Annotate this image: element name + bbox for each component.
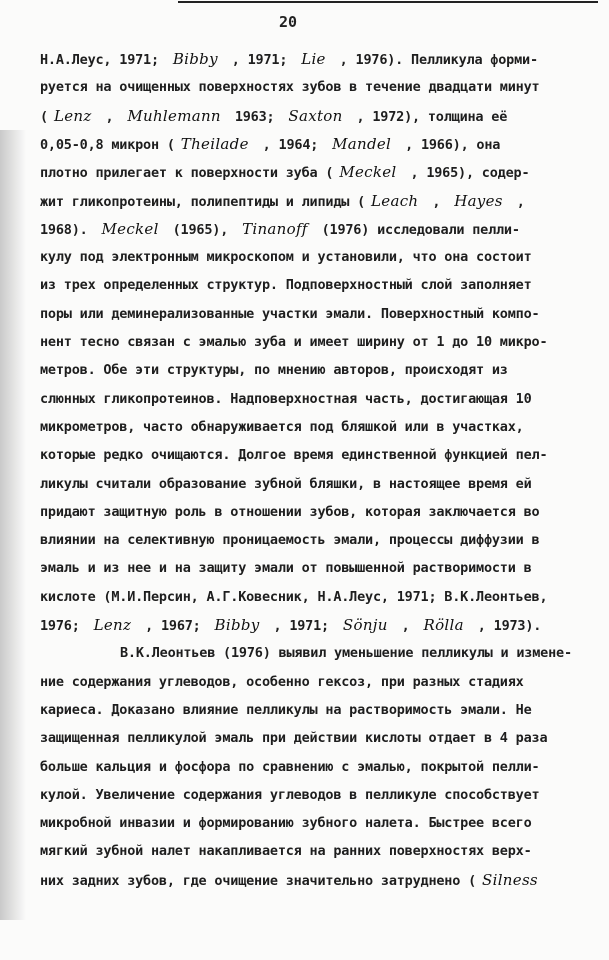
text-line: [40, 809, 596, 837]
text-line: [40, 102, 596, 130]
typed-text: микробной инвазии и формированию зубного налета. Быстрее всего: [40, 815, 532, 832]
text-line: [40, 526, 596, 554]
handwritten-author-name: Bibby: [172, 50, 218, 68]
text-line: [40, 243, 596, 271]
scan-edge-shadow: [0, 130, 26, 920]
text-line: [40, 271, 596, 299]
handwritten-author-name: Tinanoff: [242, 219, 308, 238]
typed-text: плотно прилегает к поверхности зуба (: [40, 165, 334, 182]
text-line: [40, 611, 596, 639]
text-line: [40, 73, 596, 101]
text-line: [40, 45, 596, 73]
typed-text: , 1966), она: [397, 136, 501, 153]
typed-text: жит гликопротеины, полипептиды и липиды (: [40, 193, 366, 210]
text-line: [40, 781, 596, 809]
typed-text: защищенная пелликулой эмаль при действии кислоты отдает в 4 раза: [40, 730, 548, 747]
typed-text: которые редко очищаются. Долгое время единственной функцией пел-: [40, 447, 548, 464]
text-line: [40, 187, 596, 215]
typed-text: метров. Обе эти структуры, по мнению авторов, происходят из: [40, 362, 508, 379]
typed-text: В.К.Леонтьев (1976) выявил уменьшение пелликулы и измене-: [120, 645, 572, 662]
typed-text: (1965),: [164, 221, 237, 238]
handwritten-author-name: Lenz: [53, 106, 92, 125]
typed-text: нент тесно связан с эмалью зуба и имеет ширину от 1 до 10 микро-: [40, 334, 548, 350]
text-line: [40, 385, 596, 413]
typed-text: 0,05-0,8 микрон (: [40, 136, 175, 153]
typed-text: , 1972), толщина её: [348, 108, 508, 125]
typed-text: влиянии на селективную проницаемость эмали, процессы диффузии в: [40, 532, 540, 549]
text-line: [40, 696, 596, 724]
typed-text: , 1965), содер-: [402, 165, 530, 182]
text-line: [40, 158, 596, 186]
typed-text: микрометров, часто обнаруживается под бляшкой или в участках,: [40, 418, 524, 435]
typed-text: руется на очищенных поверхностях зубов в течение двадцати минут: [40, 79, 540, 96]
handwritten-author-name: Mandel: [332, 134, 392, 153]
text-line: [40, 300, 596, 328]
handwritten-author-name: Rölla: [423, 616, 464, 634]
typed-text: , 1964;: [254, 136, 327, 153]
text-line: [40, 583, 596, 611]
typed-text: ние содержания углеводов, особенно гексоз, при разных стадиях: [40, 673, 524, 690]
typed-text: из трех определенных структур. Подповерхностный слой заполняет: [40, 277, 532, 294]
handwritten-author-name: Hayes: [454, 191, 503, 210]
handwritten-author-name: Sönju: [342, 616, 388, 634]
typed-text: кариеса. Доказано влияние пелликулы на растворимость эмали. Не: [40, 701, 532, 718]
handwritten-author-name: Meckel: [339, 163, 397, 182]
text-line: [40, 470, 596, 498]
typed-text: кислоте (М.И.Персин, А.Г.Ковесник, Н.А.Леус, 1971; В.К.Леонтьев,: [40, 588, 548, 605]
typed-text: 1968).: [40, 221, 96, 238]
top-rule: [178, 1, 598, 3]
text-line: [40, 328, 596, 356]
typed-text: ,: [508, 193, 525, 210]
typed-text: 1963;: [226, 108, 283, 125]
typed-text: слюнных гликопротеинов. Надповерхностная часть, достигающая 10: [40, 390, 532, 407]
typed-text: кулу под электронным микроскопом и установили, что она состоит: [40, 249, 532, 266]
typed-text: них задних зубов, где очищение значительно затруднено (: [40, 872, 477, 889]
handwritten-author-name: Muhlemann: [127, 106, 221, 125]
handwritten-author-name: Theilade: [180, 134, 249, 153]
typed-text: , 1976). Пелликула форми-: [331, 52, 538, 68]
text-line: [40, 441, 596, 469]
text-line: [40, 753, 596, 781]
handwritten-author-name: Lie: [301, 50, 326, 68]
text-line: [40, 554, 596, 582]
typed-text: , 1971;: [265, 618, 337, 634]
handwritten-author-name: Meckel: [101, 219, 159, 238]
handwritten-author-name: Leach: [371, 191, 419, 210]
handwritten-author-name: Lenz: [93, 616, 132, 634]
text-line: [40, 413, 596, 441]
typed-text: мягкий зубной налет накапливается на ранних поверхностях верх-: [40, 843, 532, 860]
page-number: 20: [278, 13, 298, 31]
typed-text: ,: [393, 618, 418, 634]
typed-text: (1976) исследовали пелли-: [313, 221, 520, 238]
typed-text: ,: [97, 108, 122, 125]
typed-text: ликулы считали образование зубной бляшки, в настоящее время ей: [40, 475, 532, 492]
typed-text: Н.А.Леус, 1971;: [40, 52, 167, 68]
handwritten-author-name: Bibby: [214, 616, 260, 634]
typed-text: (: [40, 108, 48, 125]
text-line: [40, 130, 596, 158]
text-line: [40, 215, 596, 243]
typed-text: больше кальция и фосфора по сравнению с эмалью, покрытой пелли-: [40, 758, 540, 775]
typed-text: , 1971;: [223, 52, 296, 68]
typed-text: кулой. Увеличение содержания углеводов в пелликуле способствует: [40, 786, 540, 803]
typed-text: 1976;: [40, 618, 88, 634]
text-line: [40, 866, 596, 894]
typed-text: придают защитную роль в отношении зубов, которая заключается во: [40, 503, 540, 520]
typed-text: поры или деминерализованные участки эмали. Поверхностный компо-: [40, 305, 540, 322]
typed-text: эмаль и из нее и на защиту эмали от повышенной растворимости в: [40, 560, 532, 577]
paragraph-first-line: [120, 639, 596, 667]
typed-text: , 1967;: [137, 618, 209, 634]
text-line: [40, 837, 596, 865]
handwritten-author-name: Saxton: [288, 106, 343, 125]
handwritten-author-name: Silness: [482, 870, 538, 889]
text-line: [40, 724, 596, 752]
text-line: [40, 498, 596, 526]
typed-text: , 1973).: [469, 618, 542, 634]
typed-text: ,: [424, 193, 449, 210]
text-line: [40, 668, 596, 696]
text-line: [40, 356, 596, 384]
